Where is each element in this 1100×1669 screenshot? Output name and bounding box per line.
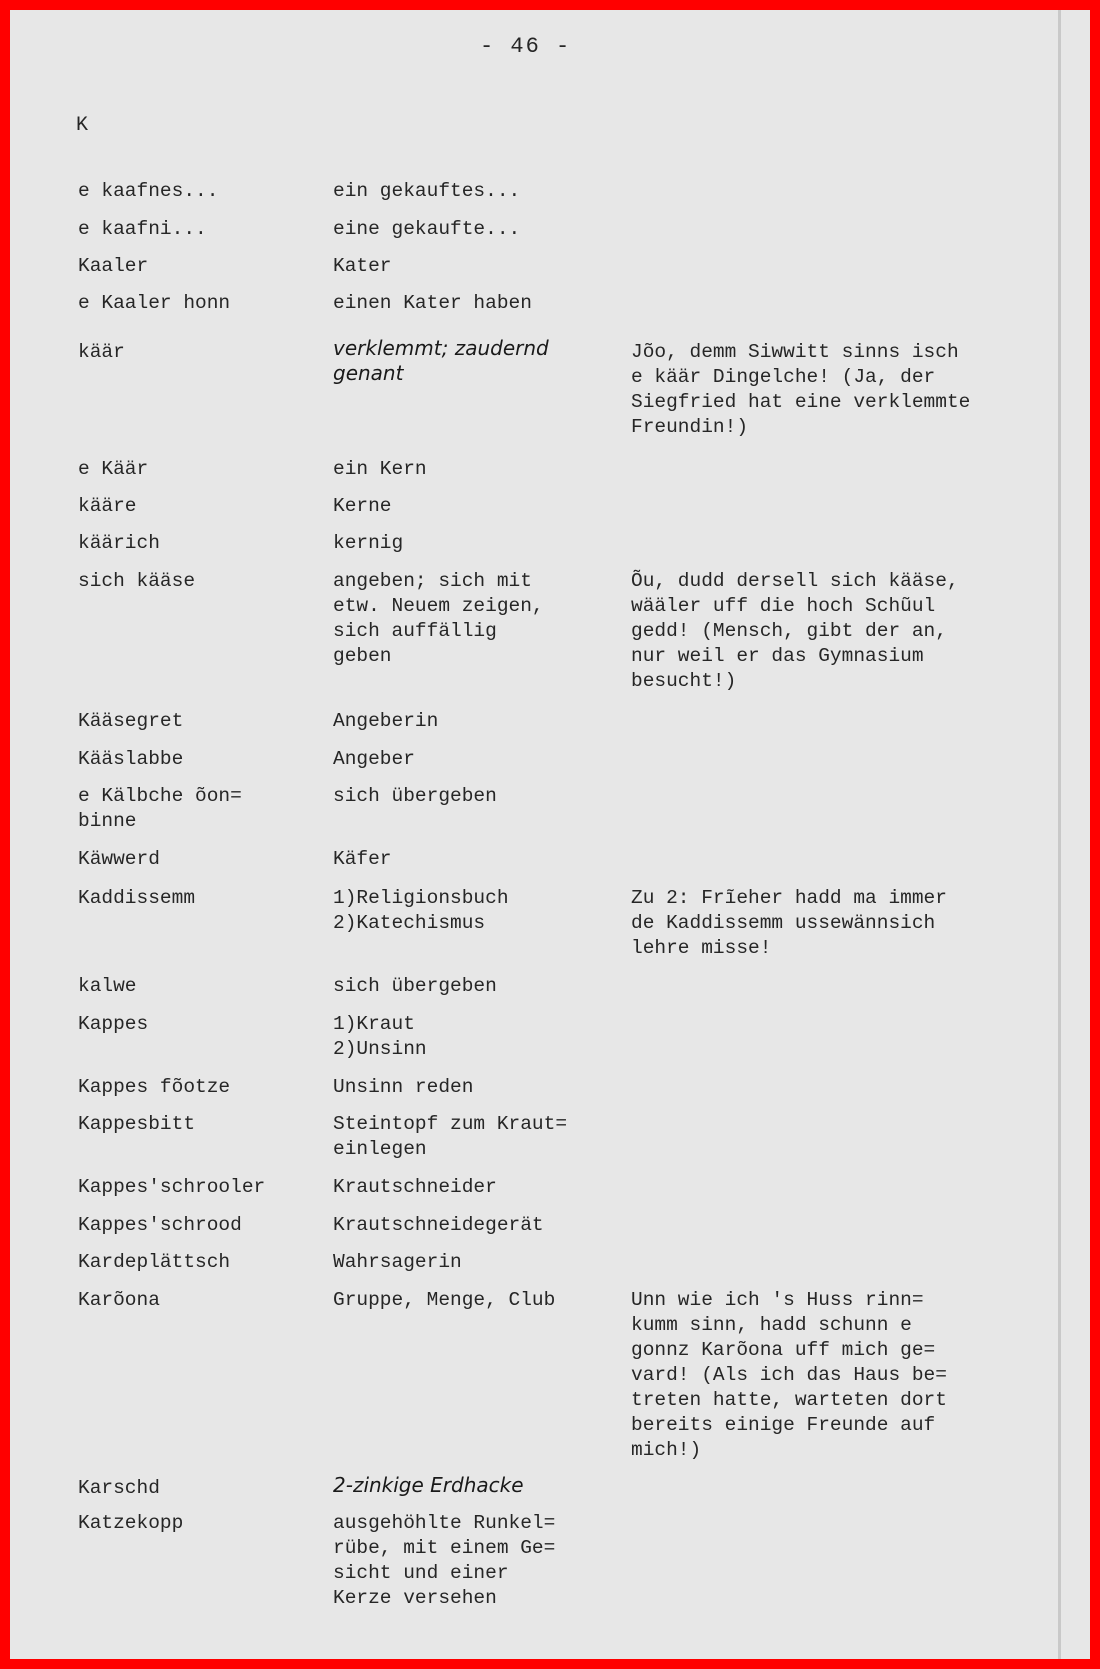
letter-heading: K — [76, 114, 89, 137]
entry-term: sich kääse — [78, 570, 196, 592]
entry-meaning: Wahrsagerin — [333, 1251, 462, 1273]
entry-meaning: Kerne — [333, 495, 392, 517]
entry-term: käär — [78, 341, 125, 363]
entry-term: Kääsegret — [78, 710, 184, 732]
entry-example: Jõo, demm Siwwitt sinns isch e käär Dingelche! (Ja, der Siegfried hat eine verklemmte Freundin!) — [631, 341, 971, 438]
entry-term: Kappesbitt — [78, 1113, 196, 1135]
entry-term: kääre — [78, 495, 137, 517]
entry-term: Kappes — [78, 1013, 149, 1035]
entry-term: Kääslabbe — [78, 748, 184, 770]
entry-example: Unn wie ich 's Huss rinn= kumm sinn, hadd schunn e gonnz Karõona uff mich ge= vard! (Als ich das Haus be= treten hatte, warteten dort bereits einige Freunde auf mich!) — [631, 1289, 947, 1461]
entry-term: Kaddissemm — [78, 887, 196, 909]
entry-example: Õu, dudd dersell sich kääse, wääler uff die hoch Schũul gedd! (Mensch, gibt der an, nur weil er das Gymnasium besucht!) — [631, 570, 959, 692]
entry-term: Käwwerd — [78, 848, 160, 870]
entry-term: e kaafnes... — [78, 180, 219, 202]
entry-term: e Kälbche õon= binne — [78, 785, 242, 832]
entry-term: Karschd — [78, 1477, 160, 1499]
dictionary-entries — [78, 0, 1058, 1669]
entry-term: Kappes fõotze — [78, 1076, 231, 1098]
entry-meaning: 1)Kraut 2)Unsinn — [333, 1013, 427, 1060]
entry-meaning: sich übergeben — [333, 975, 497, 997]
entry-meaning: Krautschneider — [333, 1176, 497, 1198]
entry-meaning: Angeberin — [333, 710, 439, 732]
entry-meaning: Gruppe, Menge, Club — [333, 1289, 556, 1311]
entry-meaning: kernig — [333, 532, 404, 554]
entry-meaning: 1)Religionsbuch 2)Katechismus — [333, 887, 509, 934]
entry-term: käärich — [78, 532, 160, 554]
entry-meaning: Steintopf zum Kraut= einlegen — [333, 1113, 568, 1160]
entry-meaning: angeben; sich mit etw. Neuem zeigen, sich auffällig geben — [333, 570, 544, 667]
entry-term: Kaaler — [78, 255, 149, 277]
entry-meaning: ein Kern — [333, 458, 427, 480]
entry-term: Katzekopp — [78, 1512, 184, 1534]
entry-meaning: ein gekauftes... — [333, 180, 521, 202]
entry-meaning: sich übergeben — [333, 785, 497, 807]
entry-term: Kappes'schrooler — [78, 1176, 266, 1198]
entry-meaning: Unsinn reden — [333, 1076, 474, 1098]
entry-meaning: Käfer — [333, 848, 392, 870]
entry-meaning: Kater — [333, 255, 392, 277]
entry-term: kalwe — [78, 975, 137, 997]
entry-term: Kardeplättsch — [78, 1251, 231, 1273]
entry-term: Karõona — [78, 1289, 160, 1311]
page-number: - 46 - — [480, 34, 572, 59]
entry-meaning: ausgehöhlte Runkel= rübe, mit einem Ge= sicht und einer Kerze versehen — [333, 1512, 556, 1609]
entry-term: Kappes'schrood — [78, 1214, 242, 1236]
entry-meaning-handwritten: 2-zinkige Erdhacke — [333, 1473, 524, 1497]
entry-meaning: Angeber — [333, 748, 415, 770]
entry-meaning: Krautschneidegerät — [333, 1214, 544, 1236]
entry-meaning-handwritten: verklemmt; zaudernd genant — [333, 336, 549, 385]
entry-meaning: einen Kater haben — [333, 292, 532, 314]
entry-term: e Kaaler honn — [78, 292, 231, 314]
entry-meaning: eine gekaufte... — [333, 218, 521, 240]
entry-term: e Käär — [78, 458, 149, 480]
entry-example: Zu 2: Frĩeher hadd ma immer de Kaddissemm ussewännsich lehre misse! — [631, 887, 947, 959]
entry-term: e kaafni... — [78, 218, 207, 240]
